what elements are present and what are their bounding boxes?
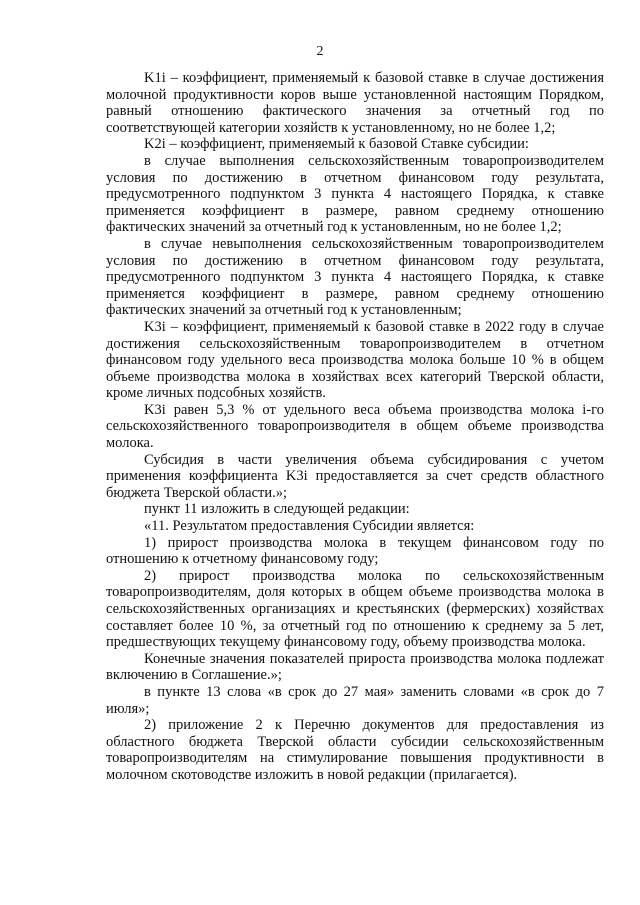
paragraph-result-item-2: 2) прирост производства молока по сельскохозяйственным товаропроизводителям, доля которых в общем объеме производства молока в сельскохозяйственных организациях и крестьянских (фермерских) хозяйствах составляет более 10 %, за отчетный год по отношению к среднему за 5 лет, предшествующих текущему финансовому году, объему производства молока. xyxy=(106,567,604,651)
paragraph-k2-coefficient: K2i – коэффициент, применяемый к базовой Ставке субсидии: xyxy=(144,136,529,153)
paragraph-k3-value: K3i равен 5,3 % от удельного веса объема производства молока i-го сельскохозяйственного товаропроизводителя в общем объеме производства молока. xyxy=(106,401,604,452)
paragraph-clause-11-heading: «11. Результатом предоставления Субсидии является: xyxy=(144,518,475,535)
paragraph-k3-coefficient: K3i – коэффициент, применяемый к базовой ставке в 2022 году в случае достижения сельскохозяйственным товаропроизводителем в отчетном финансовом году удельного веса производства молока больше 10 % в общем объеме производства молока в хозяйствах всех категорий Тверской области, кроме личных подсобных хозяйств. xyxy=(106,318,604,402)
paragraph-k1-coefficient: K1i – коэффициент, применяемый к базовой ставке в случае достижения молочной продуктивности коров выше установленной настоящим Порядком, равный отношению фактического значения за отчетный год по соответствующей категории хозяйств к установленному, но не более 1,2; xyxy=(106,70,604,136)
paragraph-k2-not-fulfilled: в случае невыполнения сельскохозяйственным товаропроизводителем условия по достижению в отчетном финансовом году результата, предусмотренного подпунктом 3 пункта 4 настоящего Порядка, к ставке применяется коэффициент в размере, равном среднему отношению фактических значений за отчетный год к установленным; xyxy=(106,235,604,319)
paragraph-final-values: Конечные значения показателей прироста производства молока подлежат включению в Соглашение.»; xyxy=(106,650,604,684)
paragraph-appendix-2: 2) приложение 2 к Перечню документов для предоставления из областного бюджета Тверской области субсидии сельскохозяйственным товаропроизводителям на стимулирование повышения продуктивности в молочном скотоводстве изложить в новой редакции (прилагается). xyxy=(106,717,604,783)
document-body xyxy=(106,70,604,784)
page-number: 2 xyxy=(316,44,324,59)
paragraph-clause-13: в пункте 13 слова «в срок до 27 мая» заменить словами «в срок до 7 июля»; xyxy=(106,683,604,717)
paragraph-subsidy-funding: Субсидия в части увеличения объема субсидирования с учетом применения коэффициента K3i предоставляется за счет средств областного бюджета Тверской области.»; xyxy=(106,451,604,501)
paragraph-clause-11-intro: пункт 11 изложить в следующей редакции: xyxy=(144,501,410,518)
paragraph-result-item-1: 1) прирост производства молока в текущем финансовом году по отношению к отчетному финансовому году; xyxy=(106,534,604,568)
paragraph-k2-fulfilled: в случае выполнения сельскохозяйственным товаропроизводителем условия по достижению в отчетном финансовом году результата, предусмотренного подпунктом 3 пункта 4 настоящего Порядка, к ставке применяется коэффициент в размере, равном среднему отношению фактических значений за отчетный год к установленным, но не более 1,2; xyxy=(106,152,604,236)
